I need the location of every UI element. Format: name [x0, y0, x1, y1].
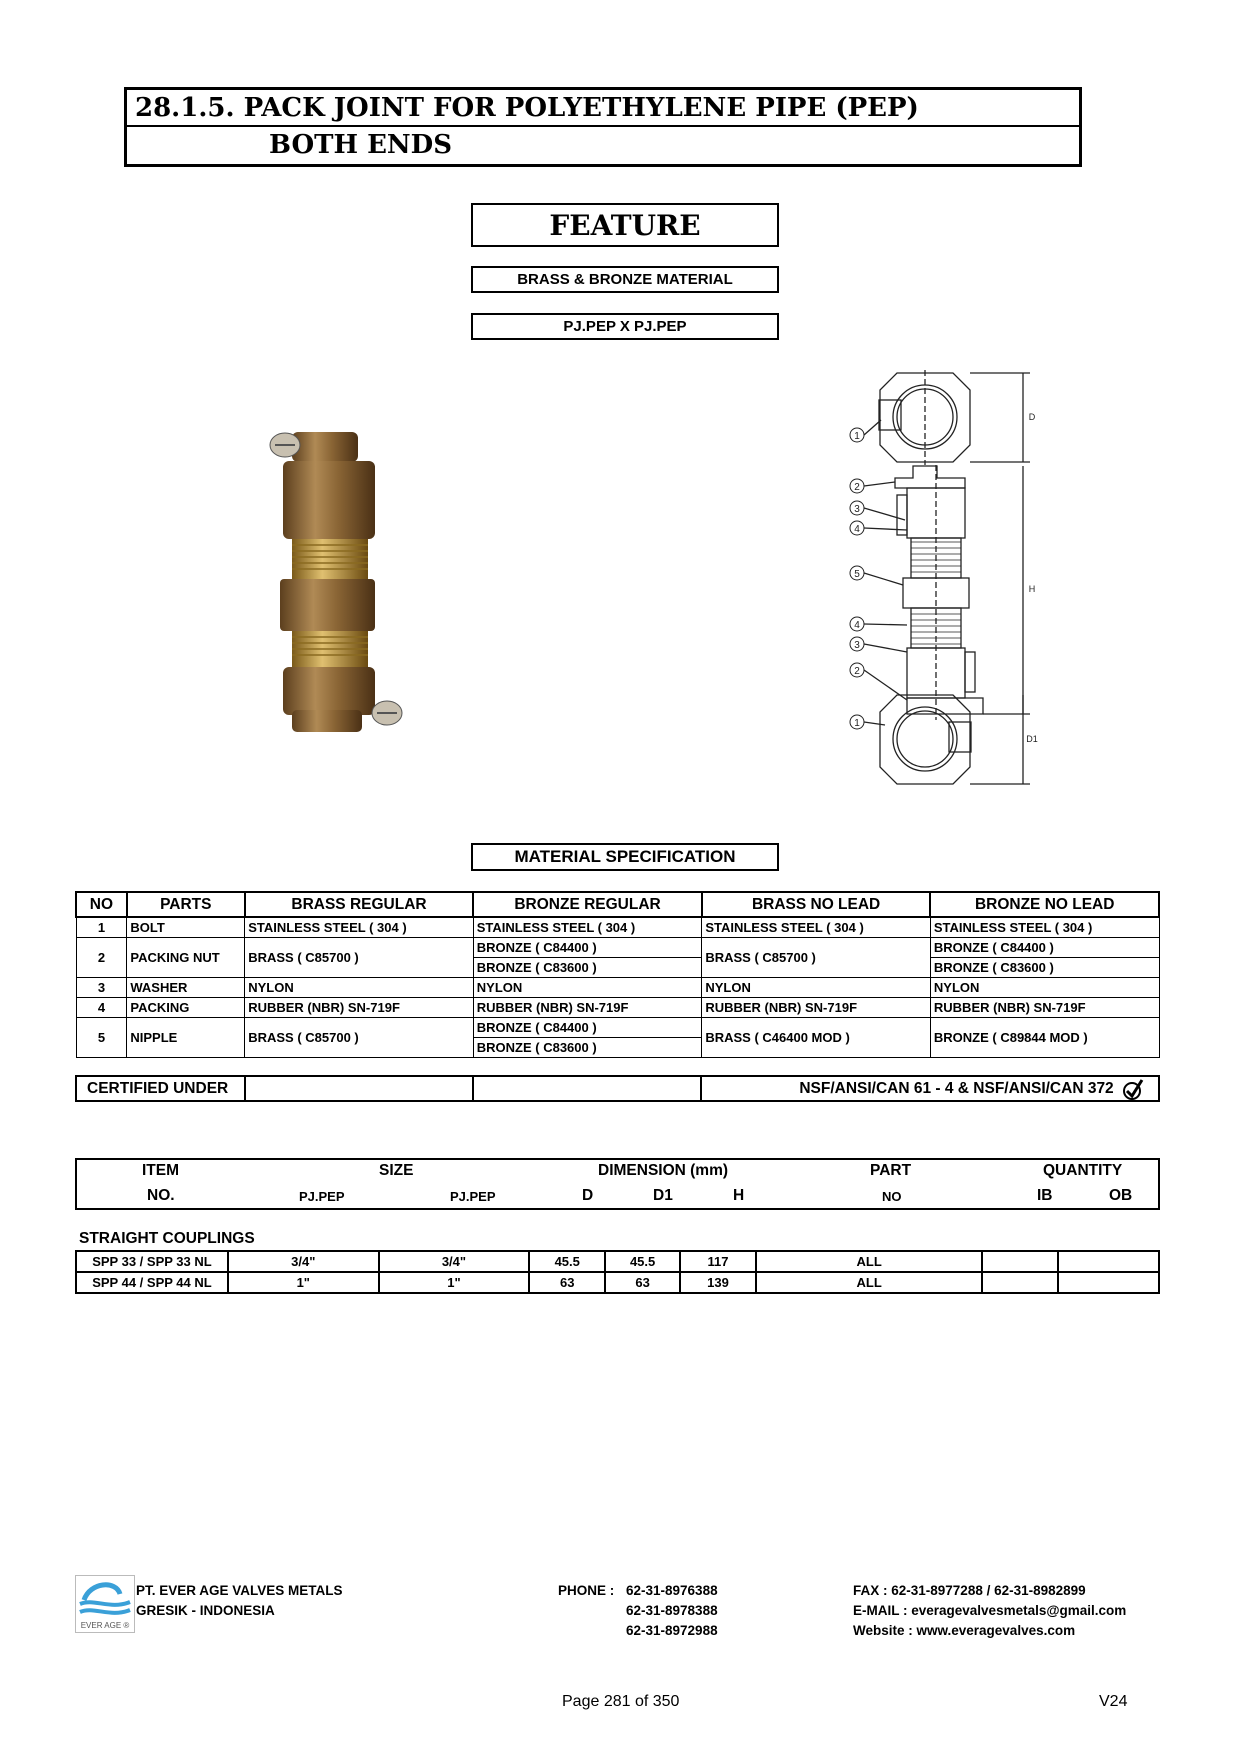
cell: RUBBER (NBR) SN-719F: [473, 997, 702, 1017]
header-d1: D1: [653, 1187, 673, 1204]
logo-text: EVER AGE ®: [80, 1621, 130, 1630]
callout-2-top: 2: [854, 482, 860, 493]
row-no: 3: [76, 977, 127, 997]
page-title: 28.1.5. PACK JOINT FOR POLYETHYLENE PIPE (PEP): [127, 90, 1079, 127]
feature-connection: PJ.PEP X PJ.PEP: [471, 313, 779, 340]
dimension-table: [75, 1250, 1160, 1294]
feature-heading: FEATURE: [471, 203, 779, 247]
page-number: Page 281 of 350: [562, 1693, 680, 1710]
certified-empty-2: [473, 1076, 701, 1101]
cell: BRASS ( C85700 ): [245, 937, 474, 977]
page-subtitle: BOTH ENDS: [269, 130, 452, 160]
size-b: 1": [379, 1272, 530, 1293]
cell: BRONZE ( C89844 MOD ): [930, 1017, 1159, 1057]
cell: NYLON: [245, 977, 474, 997]
row-part: NIPPLE: [127, 1017, 245, 1057]
header-part: PART: [870, 1162, 912, 1179]
email: E-MAIL : everagevalvesmetals@gmail.com: [853, 1603, 1127, 1618]
product-photo: [255, 425, 415, 735]
header-ib: IB: [1037, 1187, 1053, 1204]
row-no: 5: [76, 1017, 127, 1057]
dim-d: 63: [529, 1272, 605, 1293]
table-row: [76, 1272, 1159, 1293]
part-no: ALL: [756, 1251, 983, 1272]
row-part: WASHER: [127, 977, 245, 997]
company-logo: [75, 1575, 135, 1633]
table-row: [76, 977, 1159, 997]
qty-ib: [982, 1272, 1058, 1293]
cell: STAINLESS STEEL ( 304 ): [473, 917, 702, 937]
callout-4-top: 4: [854, 524, 860, 535]
website: Website : www.everagevalves.com: [853, 1623, 1076, 1638]
table-row: [76, 937, 1159, 957]
cell: BRONZE ( C84400 ): [930, 937, 1159, 957]
qty-ob: [1058, 1251, 1159, 1272]
header-no: NO.: [147, 1187, 175, 1204]
dim-d1: 45.5: [605, 1251, 680, 1272]
certified-label: CERTIFIED UNDER: [76, 1076, 245, 1101]
cell: NYLON: [930, 977, 1159, 997]
dim-d1-label: D1: [1026, 734, 1038, 744]
table-row: [76, 917, 1159, 937]
dim-d: 45.5: [529, 1251, 605, 1272]
cell: STAINLESS STEEL ( 304 ): [702, 917, 931, 937]
callout-5: 5: [854, 569, 860, 580]
col-no: NO: [76, 892, 127, 917]
section-label: STRAIGHT COUPLINGS: [79, 1230, 255, 1247]
material-spec-heading: MATERIAL SPECIFICATION: [471, 843, 779, 871]
header-part-no: NO: [882, 1189, 902, 1204]
callout-4-bottom: 4: [854, 620, 860, 631]
cell: BRONZE ( C83600 ): [473, 1037, 702, 1057]
size-a: 1": [228, 1272, 379, 1293]
col-brass-no-lead: BRASS NO LEAD: [702, 892, 931, 917]
certified-row: [75, 1075, 1160, 1102]
dim-d-label: D: [1028, 412, 1036, 422]
phone-3: 62-31-8972988: [626, 1623, 718, 1638]
dim-h-label: H: [1028, 584, 1036, 594]
cell: BRONZE ( C84400 ): [473, 1017, 702, 1037]
cell: BRONZE ( C84400 ): [473, 937, 702, 957]
cell: BRASS ( C85700 ): [702, 937, 931, 977]
version: V24: [1099, 1693, 1128, 1710]
header-quantity: QUANTITY: [1043, 1162, 1123, 1179]
cell: BRONZE ( C83600 ): [930, 957, 1159, 977]
header-item: ITEM: [142, 1162, 180, 1179]
check-icon: [1122, 1078, 1144, 1100]
header-h: H: [733, 1187, 745, 1204]
part-no: ALL: [756, 1272, 983, 1293]
header-size-b: PJ.PEP: [450, 1189, 496, 1204]
certified-value: NSF/ANSI/CAN 61 - 4 & NSF/ANSI/CAN 372: [799, 1079, 1114, 1097]
fax: FAX : 62-31-8977288 / 62-31-8982899: [853, 1583, 1086, 1598]
material-table: [75, 891, 1160, 1058]
qty-ob: [1058, 1272, 1159, 1293]
dim-d1: 63: [605, 1272, 680, 1293]
header-size-a: PJ.PEP: [299, 1189, 345, 1204]
item-no: SPP 33 / SPP 33 NL: [76, 1251, 228, 1272]
qty-ib: [982, 1251, 1058, 1272]
col-bronze-regular: BRONZE REGULAR: [473, 892, 702, 917]
feature-material: BRASS & BRONZE MATERIAL: [471, 266, 779, 293]
cell: NYLON: [702, 977, 931, 997]
header-size: SIZE: [379, 1162, 414, 1179]
callout-3-bottom: 3: [854, 640, 860, 651]
phone-1: 62-31-8976388: [626, 1583, 718, 1598]
callout-2-bottom: 2: [854, 666, 860, 677]
table-row: [76, 1251, 1159, 1272]
phone-label: PHONE :: [558, 1583, 615, 1598]
technical-drawing: [845, 370, 1040, 790]
company-name: PT. EVER AGE VALVES METALS: [136, 1583, 343, 1598]
row-part: PACKING: [127, 997, 245, 1017]
cell: STAINLESS STEEL ( 304 ): [245, 917, 474, 937]
certified-empty-1: [245, 1076, 473, 1101]
callout-1-top: 1: [854, 431, 860, 442]
cell: RUBBER (NBR) SN-719F: [702, 997, 931, 1017]
cell: BRASS ( C46400 MOD ): [702, 1017, 931, 1057]
cell: RUBBER (NBR) SN-719F: [930, 997, 1159, 1017]
header-d: D: [582, 1187, 594, 1204]
table-row: [76, 997, 1159, 1017]
dim-h: 117: [680, 1251, 756, 1272]
row-part: BOLT: [127, 917, 245, 937]
row-no: 1: [76, 917, 127, 937]
row-no: 2: [76, 937, 127, 977]
company-location: GRESIK - INDONESIA: [136, 1603, 275, 1618]
header-ob: OB: [1109, 1187, 1133, 1204]
item-no: SPP 44 / SPP 44 NL: [76, 1272, 228, 1293]
cell: RUBBER (NBR) SN-719F: [245, 997, 474, 1017]
col-parts: PARTS: [127, 892, 245, 917]
row-no: 4: [76, 997, 127, 1017]
certified-cell: [701, 1076, 1159, 1101]
phone-2: 62-31-8978388: [626, 1603, 718, 1618]
size-a: 3/4": [228, 1251, 379, 1272]
cell: BRONZE ( C83600 ): [473, 957, 702, 977]
table-row: [76, 1017, 1159, 1037]
row-part: PACKING NUT: [127, 937, 245, 977]
material-header-row: [76, 892, 1159, 917]
dimension-header: [75, 1158, 1160, 1210]
callout-1-bottom: 1: [854, 718, 860, 729]
wave-icon: [76, 1576, 134, 1616]
dim-h: 139: [680, 1272, 756, 1293]
col-brass-regular: BRASS REGULAR: [245, 892, 474, 917]
col-bronze-no-lead: BRONZE NO LEAD: [930, 892, 1159, 917]
cell: NYLON: [473, 977, 702, 997]
size-b: 3/4": [379, 1251, 530, 1272]
header-dimension: DIMENSION (mm): [598, 1162, 729, 1179]
cell: STAINLESS STEEL ( 304 ): [930, 917, 1159, 937]
cell: BRASS ( C85700 ): [245, 1017, 474, 1057]
title-block: [124, 87, 1082, 167]
callout-3-top: 3: [854, 504, 860, 515]
